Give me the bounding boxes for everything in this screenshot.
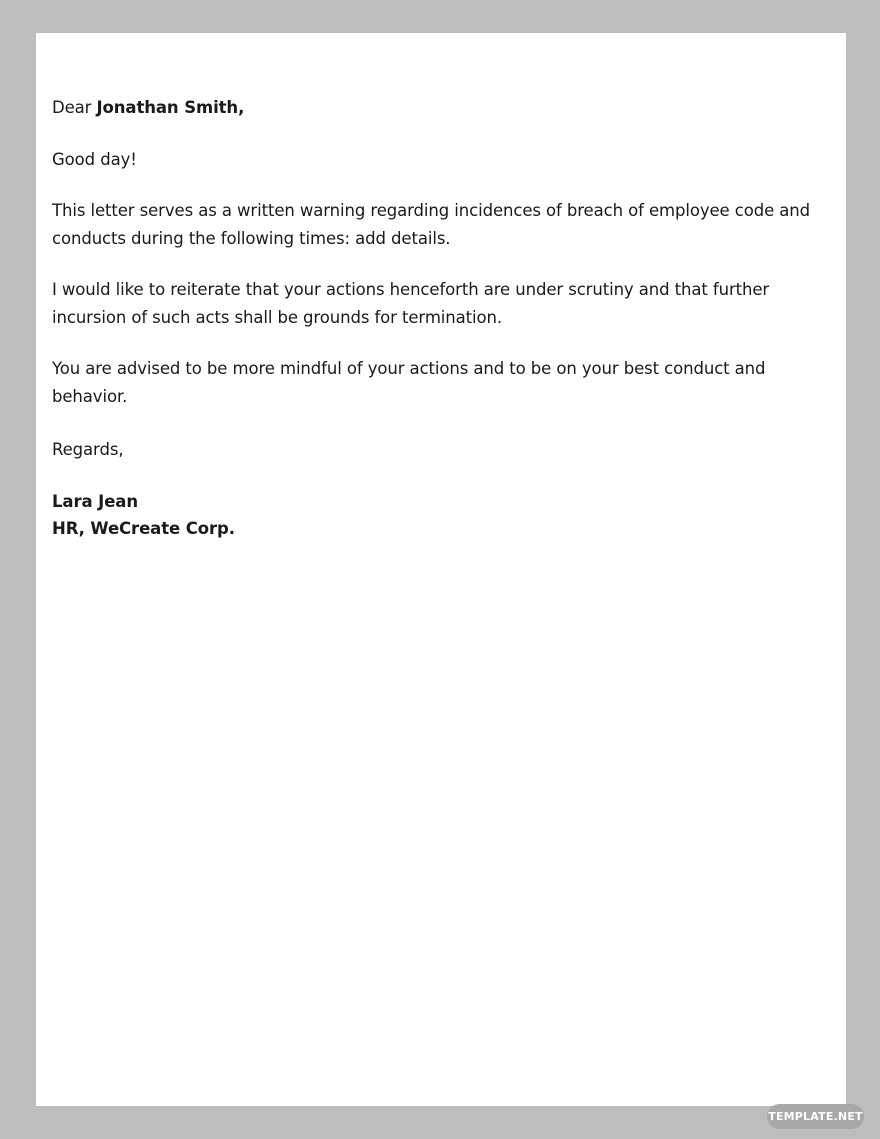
salutation-prefix: Dear: [52, 98, 97, 117]
signature-title: HR, WeCreate Corp.: [52, 519, 235, 538]
paragraph-warning: This letter serves as a written warning regarding incidences of breach of employee code and conducts during the following times: add details.: [52, 201, 811, 248]
paragraph-advice: You are advised to be more mindful of your actions and to be on your best conduct and behavior.: [52, 359, 766, 406]
signature-name: Lara Jean: [52, 491, 138, 511]
greeting: Good day!: [52, 149, 137, 169]
watermark-badge: TEMPLATE.NET: [767, 1104, 864, 1129]
salutation: [52, 94, 832, 122]
letter-body: [52, 94, 832, 543]
paragraph-scrutiny: I would like to reiterate that your actions henceforth are under scrutiny and that further incursion of such acts shall be grounds for termination.: [52, 280, 770, 327]
letter-page: [36, 33, 846, 1106]
closing: Regards,: [52, 440, 124, 459]
recipient-name: Jonathan Smith,: [96, 98, 245, 117]
